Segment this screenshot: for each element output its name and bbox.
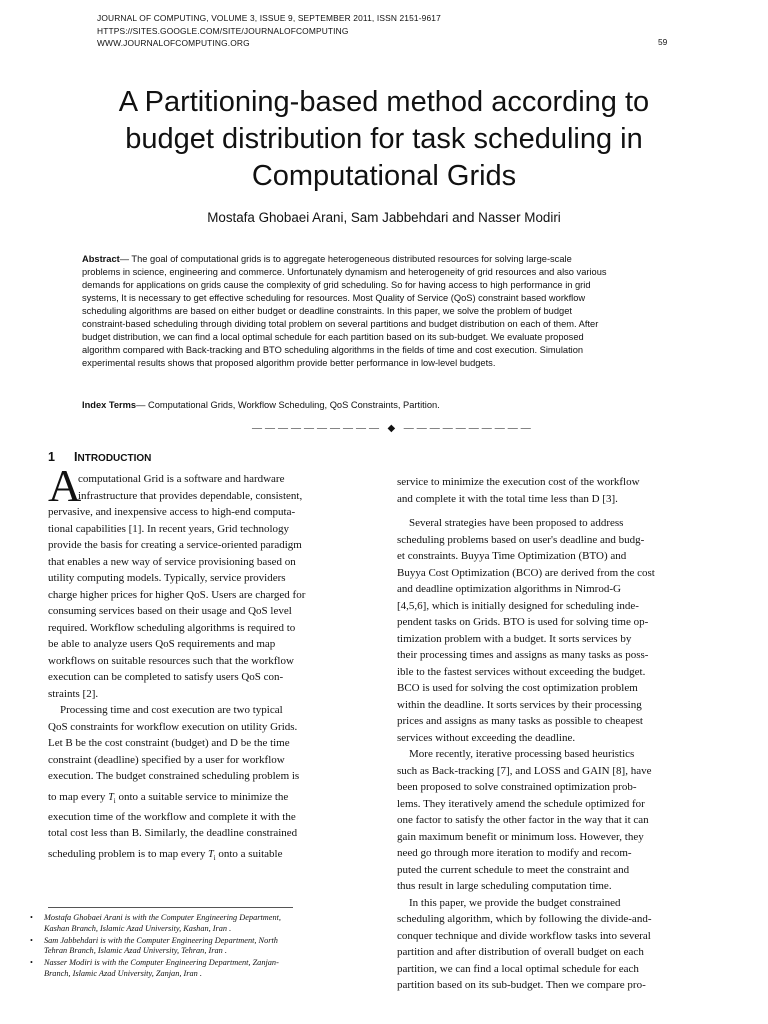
body-line: such as Back-tracking [7], and LOSS and GAIN [8], have [397, 764, 652, 777]
abstract-line: algorithm compared with Back-tracking and BTO scheduling algorithms in the fields of time and cost execution. Simulation [82, 345, 584, 356]
body-line: straints [2]. [48, 687, 99, 700]
title-line: budget distribution for task scheduling in [125, 123, 643, 155]
body-line: services without exceeding the deadline. [397, 731, 576, 744]
body-line: their processing times and assigns as many tasks as poss- [397, 649, 649, 661]
index-terms [82, 400, 698, 410]
abstract-line: experimental results shows that proposed algorithm provide better performance in low-level budgets. [82, 358, 496, 369]
abstract-line [82, 253, 698, 266]
footnote [30, 958, 380, 980]
footnote-text: Nasser Modiri is with the Computer Engineering Department, Zanjan- [44, 958, 279, 968]
body-line: service to minimize the execution cost of the workflow [397, 476, 640, 488]
body-line: within the deadline. It sorts services by their processing [397, 698, 642, 711]
journal-url-line: HTTPS://SITES.GOOGLE.COM/SITE/JOURNALOFCOMPUTING [97, 25, 349, 36]
body-line: QoS constraints for workflow execution on utility Grids. [48, 720, 298, 733]
body-line: be able to analyze users QoS requirements and map [48, 638, 276, 650]
body-line: More recently, iterative processing based heuristics [409, 748, 635, 760]
body-line-math [48, 785, 380, 809]
body-text: to map every [48, 790, 109, 803]
body-line: lems. They iteratively amend the schedule optimized for [397, 797, 645, 810]
body-line: thus result in large scheduling computation time. [397, 880, 612, 892]
left-column [48, 471, 380, 866]
body-line: gain maximum benefit or minimum loss. However, they [397, 830, 644, 843]
body-line: partition and after distribution of overall budget on each [397, 946, 644, 958]
body-line: computational Grid is a software and hardware [78, 473, 285, 485]
body-text: onto a suitable service to minimize the [115, 790, 289, 803]
body-line: workflows on suitable resources such that the workflow [48, 654, 294, 667]
math-subscript: i [213, 853, 216, 862]
body-line: constraint (deadline) specified by a user for workflow [48, 753, 285, 766]
abstract-line: budget distribution, we can find a local optimal schedule for each partition based on its sub-budget. We evaluate proposed [82, 332, 584, 343]
section-title-rest: NTRODUCTION [77, 453, 152, 464]
paper-title [60, 84, 708, 195]
abstract-label: Abstract [82, 254, 120, 264]
bullet-icon: • [30, 913, 33, 922]
title-line: Computational Grids [251, 160, 517, 192]
body-line: Let B be the cost constraint (budget) and D be the time [48, 737, 290, 749]
footnote-text: Mostafa Ghobaei Arani is with the Computer Engineering Department, [44, 913, 281, 922]
bullet-icon: • [30, 958, 33, 968]
footnote-line [30, 936, 380, 947]
body-line: et constraints. Buyya Time Optimization (BTO) and [397, 550, 627, 562]
journal-line: JOURNAL OF COMPUTING, VOLUME 3, ISSUE 9, SEPTEMBER 2011, ISSN 2151-9617 [97, 13, 441, 23]
abstract-line: systems, It is necessary to get effective scheduling for resources. Most Quality of Service (QoS) constraint based workflow [82, 293, 586, 304]
body-line: charge higher prices for higher QoS. Users are charged for [48, 588, 306, 601]
body-line: been proposed to solve constrained optimization prob- [397, 781, 637, 793]
body-line: tional capabilities [1]. In recent years, Grid technology [48, 522, 289, 535]
footnote-line [30, 958, 380, 969]
footnotes [30, 913, 380, 981]
body-line: scheduling problems based on user's deadline and budg- [397, 533, 645, 546]
body-line: consuming services based on their usage and QoS level [48, 605, 292, 617]
abstract-line: constraint-based scheduling through dividing total problem on several partitions and budget distribution on each of them. After [82, 319, 599, 330]
body-line: puted the current schedule to meet the constraint and [397, 863, 630, 876]
body-line: pendent tasks on Grids. BTO is used for solving time op- [397, 616, 649, 628]
body-line: conquer technique and divide workflow tasks into several [397, 929, 651, 942]
body-line: Buyya Cost Optimization (BCO) are derived from the cost [397, 566, 655, 579]
body-line: utility computing models. Typically, service providers [48, 572, 286, 584]
body-line: BCO is used for solving the cost optimization problem [397, 682, 638, 694]
body-text: scheduling problem is to map every [48, 847, 209, 860]
paragraph-gap [397, 507, 727, 515]
body-line: execution time of the workflow and complete it with the [48, 810, 296, 823]
authors: Mostafa Ghobaei Arani, Sam Jabbehdari and Nasser Modiri [207, 210, 561, 225]
journal-header [97, 12, 677, 50]
body-line: required. Workflow scheduling algorithms is required to [48, 621, 296, 634]
footnote-line: Branch, Islamic Azad University, Zanjan, Iran . [44, 968, 202, 978]
footnote [30, 936, 380, 958]
body-line: [4,5,6], which is initially designed for scheduling inde- [397, 599, 639, 612]
body-line: execution can be completed to satisfy users QoS con- [48, 671, 284, 683]
abstract-dash: — [119, 254, 130, 264]
body-text: onto a suitable [215, 847, 283, 860]
footnote-rule [48, 907, 293, 908]
right-column [397, 474, 727, 994]
body-line: infrastructure that provides dependable, consistent, [78, 489, 303, 502]
body-line: that enables a new way of service provisioning based on [48, 555, 296, 568]
abstract [82, 253, 698, 370]
section-title-initial: I [74, 450, 78, 464]
section-separator: —————————— ◆ —————————— [252, 423, 534, 434]
journal-web-line: WWW.JOURNALOFCOMPUTING.ORG [97, 38, 250, 48]
body-line: and complete it with the total time less than D [3]. [397, 492, 618, 505]
body-line: scheduling algorithm, which by following the divide-and- [397, 913, 652, 925]
body-line: provide the basis for creating a service-oriented paradigm [48, 539, 302, 551]
page-number: 59 [658, 37, 668, 47]
math-var: T [108, 791, 114, 803]
footnote [30, 913, 380, 935]
index-terms-text: — Computational Grids, Workflow Scheduling, QoS Constraints, Partition. [136, 400, 440, 410]
bullet-icon: • [30, 935, 33, 945]
footnote-line: Tehran Branch, Islamic Azad University, Tehran, Iran . [44, 946, 227, 956]
body-line-math [48, 842, 380, 866]
body-line: one factor to satisfy the other factor in the way that it can [397, 814, 649, 826]
body-line: In this paper, we provide the budget constrained [409, 896, 621, 909]
abstract-line: problems in science, engineering and commerce. Unfortunately dynamism and heterogeneity of grid resources and also various [82, 267, 607, 278]
body-line: execution. The budget constrained scheduling problem is [48, 770, 300, 782]
abstract-line: demands for applications on grids cause the complexity of grid scheduling. So for having access to high performance in grid [82, 280, 591, 291]
body-line: need go through more iteration to modify and recom- [397, 847, 632, 859]
footnote-line: Kashan Branch, Islamic Azad University, Kashan, Iran . [44, 923, 232, 933]
body-line: ible to the fastest services without exceeding the budget. [397, 665, 646, 678]
math-subscript: i [113, 796, 116, 805]
body-line: pervasive, and inexpensive access to high-end computa- [48, 506, 296, 518]
math-var: T [208, 848, 214, 860]
title-line: A Partitioning-based method according to [118, 86, 650, 118]
drop-cap: A [48, 460, 82, 511]
footnote-line [30, 913, 380, 924]
body-line: prices and assigns as many tasks as possible to cheapest [397, 715, 643, 727]
body-line: total cost less than B. Similarly, the deadline constrained [48, 827, 298, 839]
body-line: Several strategies have been proposed to address [409, 517, 624, 529]
body-line: Processing time and cost execution are two typical [60, 704, 283, 716]
body-line: partition, we can find a local optimal schedule for each [397, 962, 639, 975]
abstract-text: The goal of computational grids is to aggregate heterogeneous distributed resources for solving large-scale [129, 254, 572, 264]
body-line: partition based on its sub-budget. Then we compare pro- [397, 979, 646, 991]
footnote-text: Sam Jabbehdari is with the Computer Engineering Department, North [44, 935, 278, 945]
body-line: and deadline optimization algorithms in Nimrod-G [397, 583, 621, 595]
body-line: timization problem with a budget. It sorts services by [397, 632, 632, 645]
index-terms-label: Index Terms [82, 400, 137, 410]
section-number: 1 [48, 450, 55, 464]
abstract-line: scheduling algorithms are based on either budget or deadline constraints. In this paper, we solve the problem of budget [82, 306, 572, 317]
